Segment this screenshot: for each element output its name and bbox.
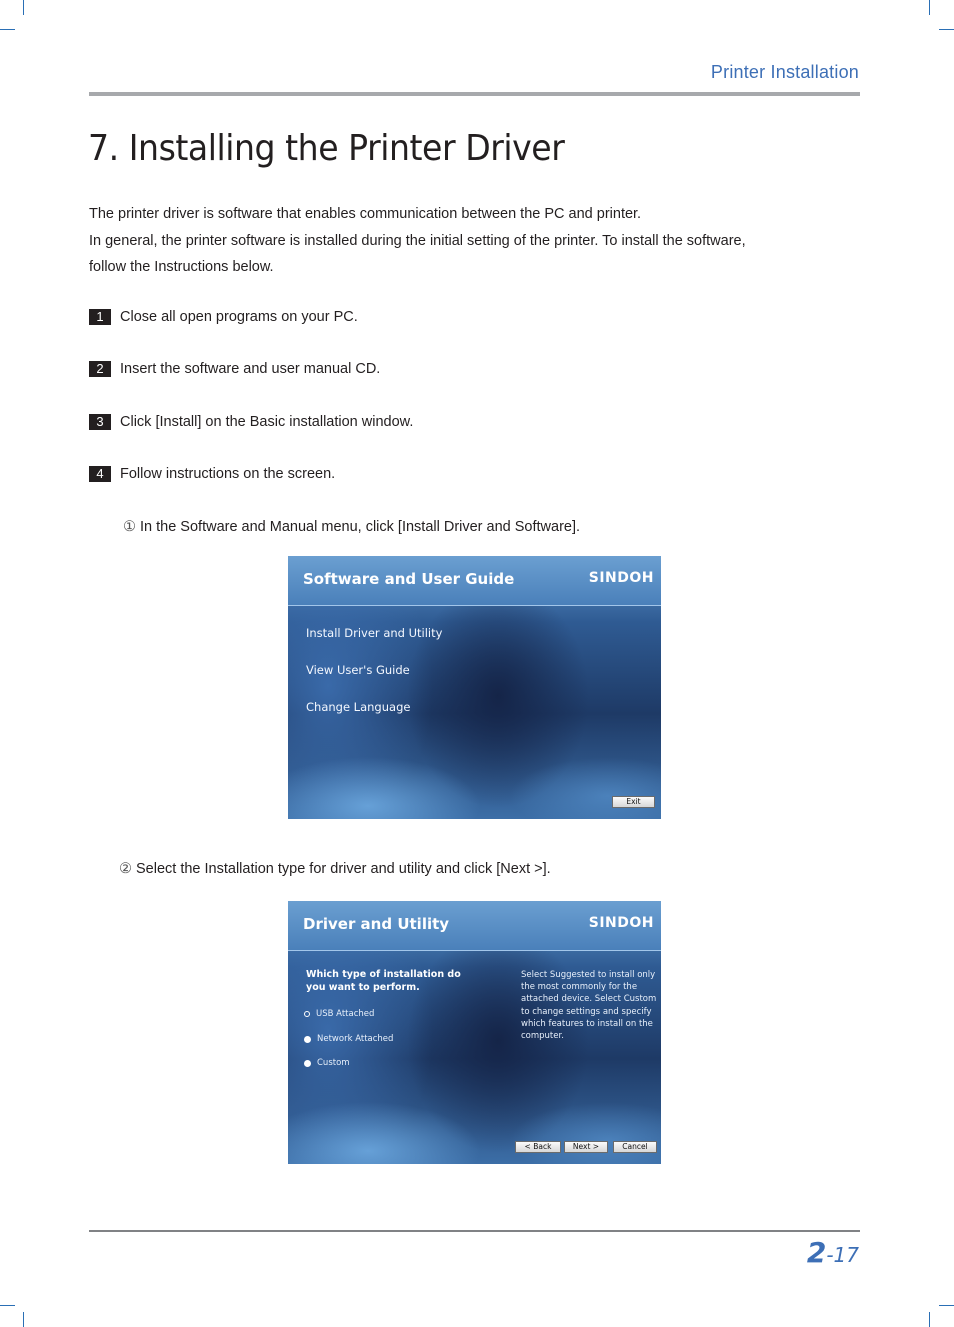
option-network-attached[interactable] [304,1034,393,1044]
radio-selected-icon[interactable] [304,1011,310,1017]
step-text: Click [Install] on the Basic installation window. [120,414,414,430]
step-number-badge: 4 [89,466,111,482]
page-title: 7. Installing the Printer Driver [88,128,565,169]
page-suffix: -17 [826,1243,859,1267]
section-header: Printer Installation [710,62,859,82]
substep-2 [119,861,551,877]
step-1 [89,309,358,325]
software-guide-screenshot [288,556,661,819]
screenshot-header [288,556,661,606]
step-4 [89,466,335,482]
step-3 [89,414,413,430]
radio-icon[interactable] [304,1036,311,1043]
crop-mark [23,0,24,15]
substep-number: ② [119,861,132,877]
substep-text: In the Software and Manual menu, click [Install Driver and Software]. [140,519,581,535]
intro-line: In general, the printer software is installed during the initial setting of the printer. To install the software, [89,232,746,249]
footer-rule [89,1230,860,1232]
substep-1 [123,519,580,535]
step-text: Follow instructions on the screen. [120,466,336,482]
step-number-badge: 1 [89,309,111,325]
screenshot-title: Driver and Utility [303,915,450,933]
exit-button[interactable]: Exit [612,796,655,808]
menu-view-guide[interactable]: View User's Guide [306,663,410,677]
substep-number: ① [123,519,136,535]
screenshot-header [288,901,661,951]
next-button[interactable]: Next > [564,1141,608,1153]
install-type-hint: Select Suggested to install only the most commonly for the attached device. Select Custom to change settings and specify which features to install on the computer. [521,970,657,1042]
back-button[interactable]: < Back [515,1141,561,1153]
page-number [807,1236,859,1269]
crop-mark [939,29,954,30]
option-label: Network Attached [317,1034,394,1044]
step-text: Insert the software and user manual CD. [120,361,381,377]
menu-install-driver[interactable]: Install Driver and Utility [306,626,443,640]
chapter-number: 2 [806,1236,827,1269]
cancel-button[interactable]: Cancel [613,1141,657,1153]
driver-utility-screenshot [288,901,661,1164]
header-rule [89,92,860,96]
crop-mark [939,1305,954,1306]
menu-change-language[interactable]: Change Language [306,700,411,714]
option-label: Custom [317,1058,350,1068]
crop-mark [0,29,15,30]
crop-mark [0,1305,15,1306]
step-text: Close all open programs on your PC. [120,309,358,325]
option-custom[interactable] [304,1058,350,1068]
crop-mark [23,1312,24,1327]
step-number-badge: 3 [89,414,111,430]
install-type-question: Which type of installation do you want to perform. [306,969,461,993]
substep-text: Select the Installation type for driver and utility and click [Next >]. [136,861,551,877]
radio-icon[interactable] [304,1060,311,1067]
intro-text [89,201,789,281]
intro-line: follow the Instructions below. [89,259,274,275]
option-usb-attached[interactable] [304,1009,374,1019]
option-label: USB Attached [316,1009,375,1019]
step-2 [89,361,380,377]
screenshot-title: Software and User Guide [303,570,515,588]
crop-mark [929,0,930,15]
intro-line: The printer driver is software that enables communication between the PC and printer. [89,206,642,222]
sindoh-logo: SINDOH [588,570,654,586]
sindoh-logo: SINDOH [588,915,654,931]
crop-mark [929,1312,930,1327]
step-number-badge: 2 [89,361,111,377]
